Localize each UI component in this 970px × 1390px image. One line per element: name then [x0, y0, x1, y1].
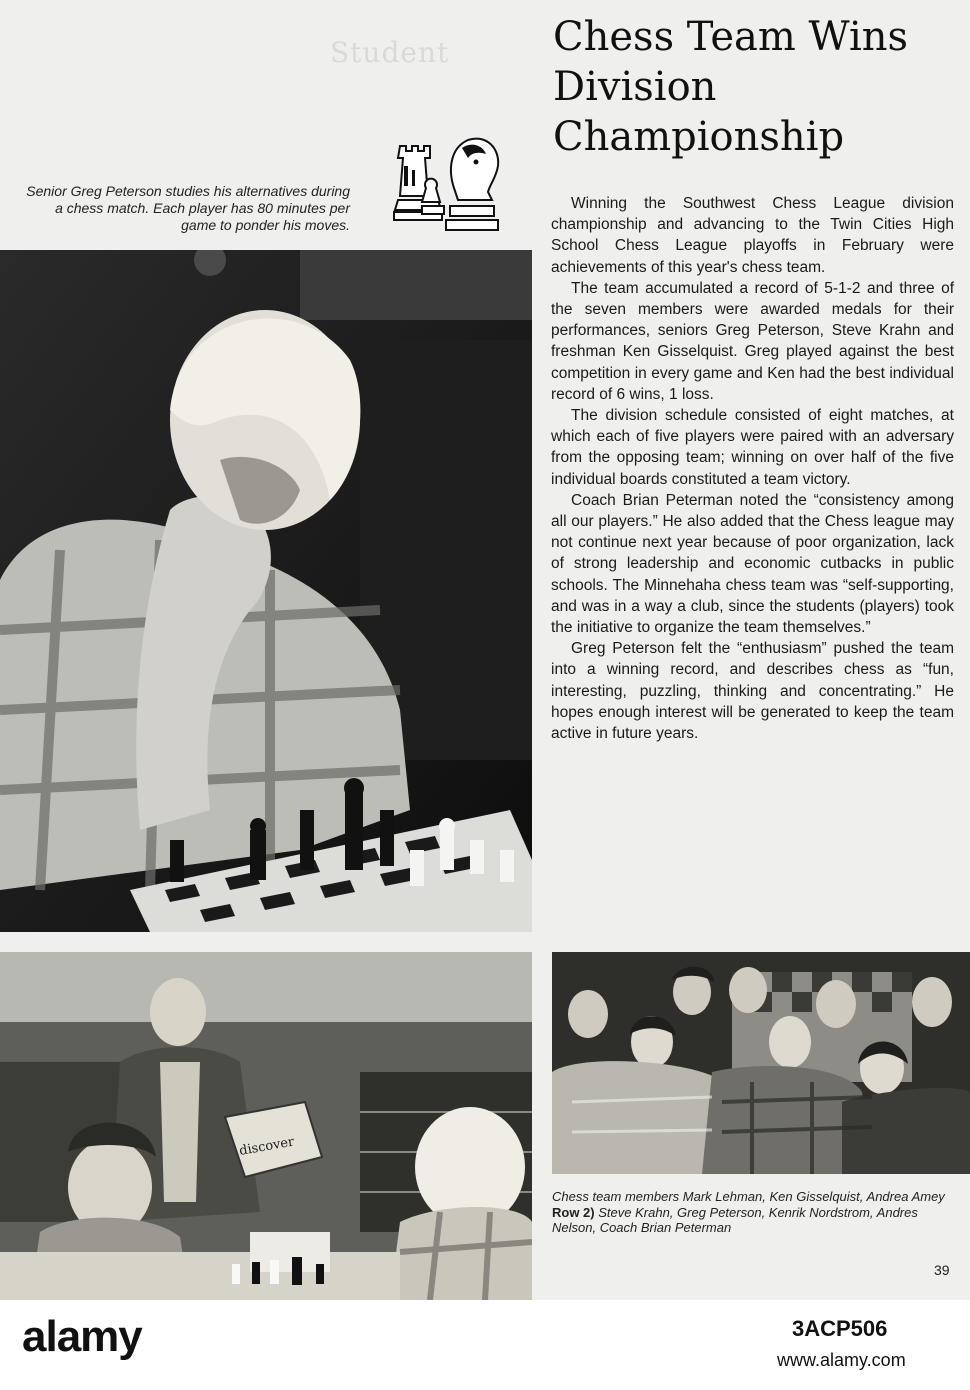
photo-coach-and-players	[0, 952, 532, 1300]
stock-footer	[0, 1300, 970, 1390]
team-caption-row-label: Row 2)	[552, 1204, 595, 1220]
team-photo-caption	[552, 1189, 962, 1236]
photo-chess-team	[552, 952, 970, 1174]
top-photo-caption: Senior Greg Peterson studies his alternatives during a chess match. Each player has 80 minutes per game to ponder his moves.	[26, 183, 350, 233]
article-title: Chess Team Wins Division Championship	[553, 14, 909, 160]
article-paragraph: The team accumulated a record of 5-1-2 and three of the seven members were awarded medals for their performances, seniors Greg Peterson, Steve Krahn and freshman Ken Gisselquist. Greg played against the best competition in every game and Ken had the best individual record of 6 wins, 1 loss.	[551, 279, 954, 403]
stock-logo: alamy	[22, 1312, 142, 1361]
page-number: 39	[934, 1262, 950, 1278]
article-paragraph: Coach Brian Peterman noted the “consistency among all our players.” He also added that the Chess league may not continue next year because of poor organization, lack of strong leadership and economic cutbacks in public schools. The Minnehaha chess team was “self-supporting, and was in a way a club, since the students (players) took the initiative to organize the team themselves.”	[551, 491, 954, 637]
faint-bleed-through-heading: Student	[330, 36, 450, 69]
article-body	[551, 193, 954, 744]
article-paragraph: Greg Peterson felt the “enthusiasm” pushed the team into a winning record, and describes chess as “fun, interesting, puzzling, thinking and concentrating.” He hopes enough interest will be generated to keep the team active in future years.	[551, 640, 954, 743]
team-caption-row2: Steve Krahn, Greg Peterson, Kenrik Nordstrom, Andres Nelson, Coach Brian Peterman	[552, 1204, 918, 1235]
article-paragraph: The division schedule consisted of eight matches, at which each of five players were paired with an adversary from the opposing team; winning on over half of the five individual boards constituted a team victory.	[551, 407, 954, 488]
discover-box-label: discover	[238, 1134, 296, 1159]
team-caption-row1: Chess team members Mark Lehman, Ken Gisselquist, Andrea Amey	[552, 1189, 945, 1204]
stock-image-id: 3ACP506	[792, 1316, 888, 1341]
chess-pieces-icon	[382, 128, 502, 238]
article-paragraph: Winning the Southwest Chess League division championship and advancing to the Twin Cities High School Chess League playoffs in February were achievements of this year's chess team.	[551, 195, 954, 276]
photo-greg-peterson	[0, 250, 532, 932]
stock-url[interactable]: www.alamy.com	[777, 1350, 906, 1370]
